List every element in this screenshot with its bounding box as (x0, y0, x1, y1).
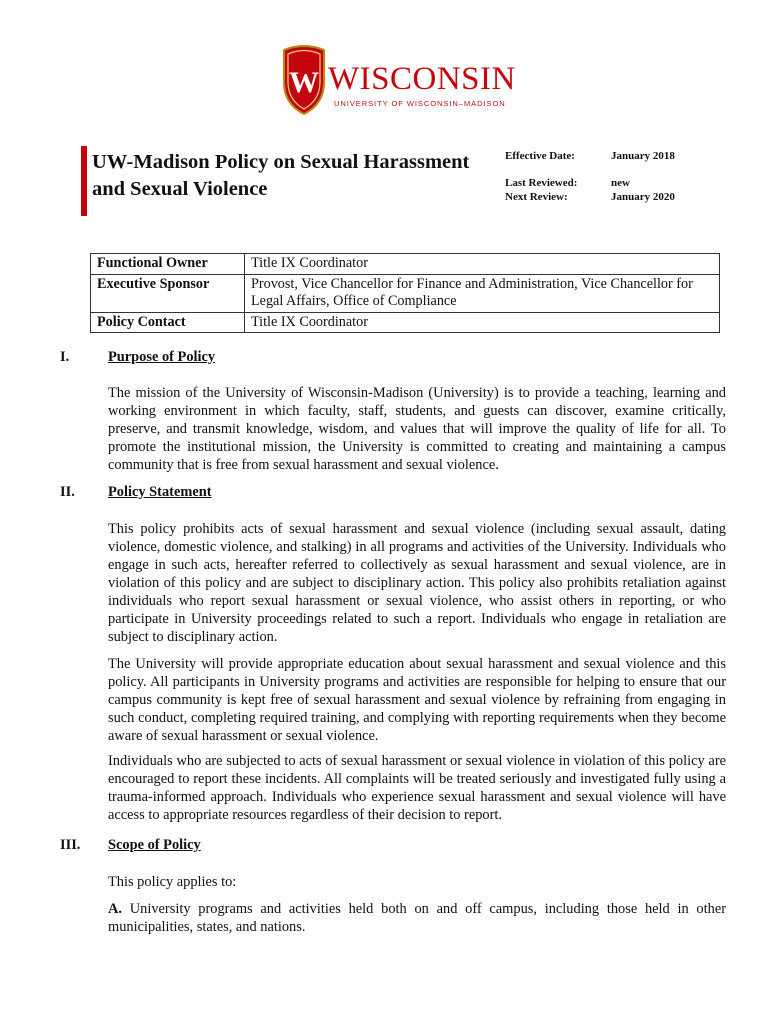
statement-paragraph-2: The University will provide appropriate education about sexual harassment and sexual violence and this policy. All participants in University programs and activities are responsible for helping to ensure that our campus community is kept free of sexual harassment and sexual violence by refraining from engaging in such conduct, completing required training, and complying with reporting requirements when they become aware of sexual harassment or sexual violence. (108, 656, 726, 744)
statement-paragraph-1: This policy prohibits acts of sexual harassment and sexual violence (including sexual assault, dating violence, domestic violence, and stalking) in all programs and activities of the University. Individuals who engage in such acts, hereafter referred to collectively as sexual harassment and sexual violence, are in violation of this policy and are subject to disciplinary action. This policy also prohibits retaliation against individuals who report sexual harassment or sexual violence, who assist others in reporting, or who participate in University proceedings related to such a report. Individuals who engage in retaliation are subject to disciplinary action. (108, 521, 726, 645)
list-marker: A. (108, 901, 122, 917)
table-row (91, 254, 720, 275)
section-heading-statement: Policy Statement (108, 484, 212, 500)
section-heading-scope: Scope of Policy (108, 837, 201, 853)
title-accent-bar (81, 146, 87, 216)
list-item-text: University programs and activities held both on and off campus, including those held in other municipalities, states, and nations. (108, 901, 726, 935)
svg-text:W: W (289, 66, 319, 99)
next-review-value: January 2020 (611, 191, 675, 203)
next-review-label: Next Review: (505, 191, 568, 203)
effective-date-value: January 2018 (611, 150, 675, 162)
owner-value: Provost, Vice Chancellor for Finance and Administration, Vice Chancellor for Legal Affairs, Office of Compliance (245, 274, 720, 312)
purpose-paragraph: The mission of the University of Wisconsin-Madison (University) is to provide a teaching, learning and working environment in which faculty, staff, students, and guests can discover, examine critically, preserve, and transmit knowledge, wisdom, and values that will improve the quality of life for all. To promote the institutional mission, the University is committed to creating and maintaining a campus community that is free from sexual harassment and sexual violence. (108, 385, 726, 473)
table-row (91, 274, 720, 312)
owner-value: Title IX Coordinator (245, 312, 720, 333)
last-reviewed-value: new (611, 177, 630, 189)
logo-subline: UNIVERSITY OF WISCONSIN–MADISON (334, 99, 506, 108)
owner-key: Policy Contact (91, 312, 245, 333)
owner-key: Functional Owner (91, 254, 245, 275)
crest-icon (278, 44, 330, 116)
uw-logo (278, 44, 516, 118)
section-heading-purpose: Purpose of Policy (108, 349, 216, 365)
owner-value: Title IX Coordinator (245, 254, 720, 275)
policy-owner-table (90, 253, 720, 333)
section-number: II. (60, 484, 75, 500)
table-row (91, 312, 720, 333)
list-item (108, 900, 726, 936)
scope-intro: This policy applies to: (108, 874, 237, 890)
section-number: I. (60, 349, 70, 365)
last-reviewed-label: Last Reviewed: (505, 177, 578, 189)
statement-paragraph-3: Individuals who are subjected to acts of sexual harassment or sexual violence in violation of this policy are encouraged to report these incidents. All complaints will be treated seriously and investigated fully using a trauma-informed approach. Individuals who experience sexual harassment and sexual violence will have access to appropriate resources regardless of their decision to report. (108, 753, 726, 823)
section-number: III. (60, 837, 81, 853)
logo-wordmark: WISCONSIN (328, 61, 516, 97)
policy-title: UW-Madison Policy on Sexual Harassment and Sexual Violence (92, 151, 470, 200)
owner-key: Executive Sponsor (91, 274, 245, 312)
effective-date-label: Effective Date: (505, 150, 575, 162)
